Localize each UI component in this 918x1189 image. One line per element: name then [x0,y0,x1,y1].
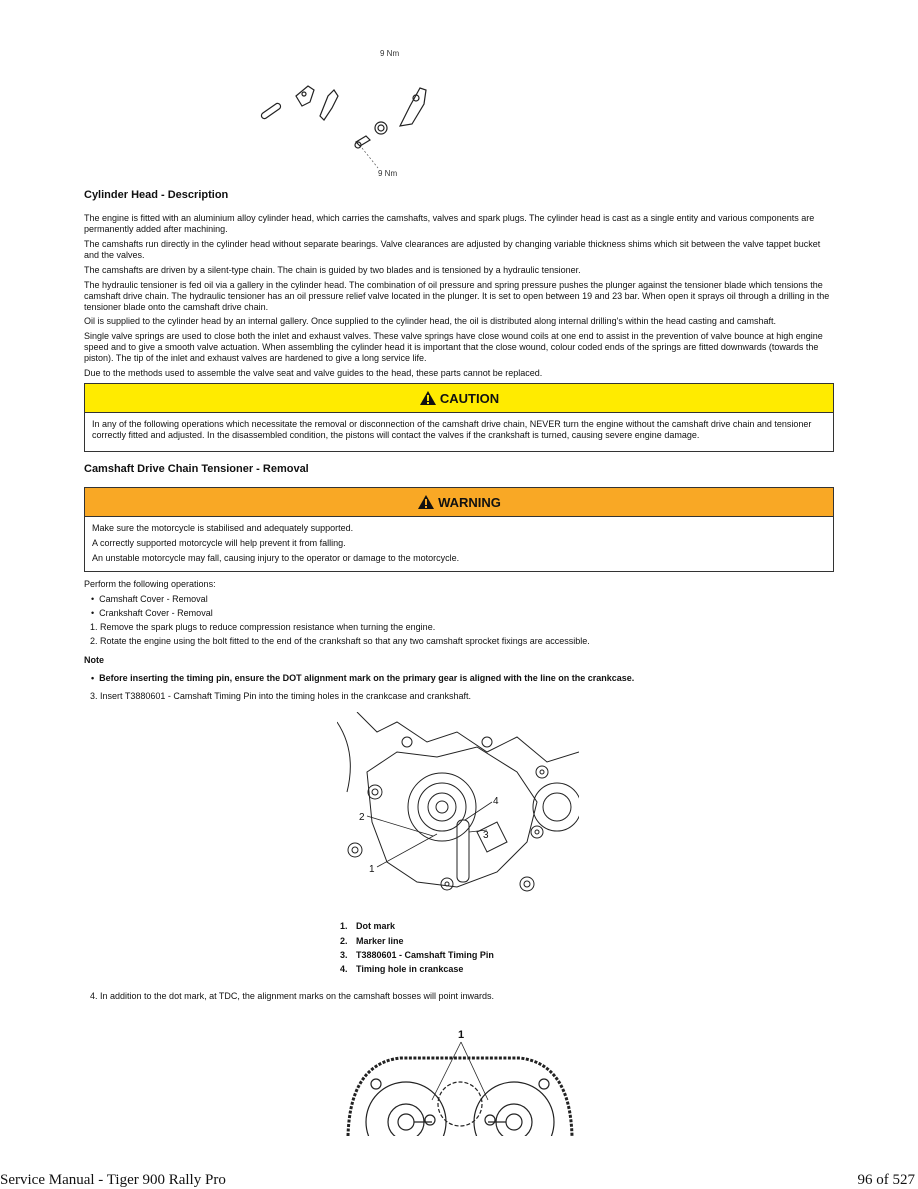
callout-label: 2 [359,812,365,823]
legend-number: 3. [340,950,348,960]
callout-label: 4 [493,796,499,807]
paragraph: The hydraulic tensioner is fed oil via a gallery in the cylinder head. The combination of oil pressure and spring pressure pushes the plunger against the tensioner blade which tensions the camshaft drive chain. The hydraulic tensioner has an oil pressure relief valve located in the plunger. It is set to open between 19 and 23 bar. When open it sprays oil through a drilling in the tensioner blade onto the camshaft drive chain. [84,280,830,312]
legend-text: Marker line [356,936,404,946]
footer-page-number: 96 of 527 [857,1172,915,1188]
legend-text: Timing hole in crankcase [356,964,464,974]
warning-header [85,488,833,517]
callout-label: 1 [458,1029,465,1041]
callout-label: 3 [483,830,489,841]
legend-item [340,936,404,946]
step-3: 3. Insert T3880601 - Camshaft Timing Pin into the timing holes in the crankcase and crankshaft. [90,691,472,701]
paragraph: Oil is supplied to the cylinder head by an internal gallery. Once supplied to the cylinder head, the oil is distributed along internal drilling's within the head casting and camshaft. [84,316,776,326]
paragraph: The engine is fitted with an aluminium alloy cylinder head, which carries the camshafts, valves and spark plugs. The cylinder head is cast as a single entity and various components are permanently added after machining. [84,213,815,234]
footer-manual-title: Service Manual - Tiger 900 Rally Pro [0,1172,226,1188]
legend-number: 1. [340,921,348,931]
section-title-cylinder-head: Cylinder Head - Description [84,189,229,201]
step-4: 4. In addition to the dot mark, at TDC, the alignment marks on the camshaft bosses will point inwards. [90,991,495,1001]
bullet-text: Crankshaft Cover - Removal [99,608,213,618]
warning-title: WARNING [438,494,501,510]
step-2: 2. Rotate the engine using the bolt fitted to the end of the crankshaft so that any two camshaft sprocket fixings are accessible. [90,636,590,646]
legend-item [340,964,463,974]
paragraph: The camshafts are driven by a silent-type chain. The chain is guided by two blades and is tensioned by a hydraulic tensioner. [84,265,581,275]
tensioner-exploded-diagram [250,46,450,178]
procedure-intro: Perform the following operations: [84,579,216,589]
warning-line: An unstable motorcycle may fall, causing injury to the operator or damage to the motorcycle. [92,553,460,563]
camshaft-sprocket-diagram [340,1024,580,1136]
caution-title: CAUTION [439,390,500,406]
step-1: 1. Remove the spark plugs to reduce compression resistance when turning the engine. [90,622,436,632]
list-item: • Camshaft Cover - Removal [91,594,208,604]
warning-box [84,487,834,572]
paragraph: Due to the methods used to assemble the valve seat and valve guides to the head, these parts cannot be replaced. [84,368,543,378]
caution-box [84,383,834,452]
paragraph: Single valve springs are used to close both the inlet and exhaust valves. These valve springs have close wound coils at one end to assist in the prevention of valve bounce at high engine speed and to give a smooth valve actuation. When assembling the cylinder head it is important that the close wound, colour coded ends of the springs are fitted downwards (towards the piston). The tip of the inlet and exhaust valves are hardened to give a long service life. [84,331,823,363]
note-text: Before inserting the timing pin, ensure the DOT alignment mark on the primary gear is aligned with the line on the crankcase. [99,673,635,683]
legend-number: 4. [340,964,348,974]
warning-triangle-icon [419,390,437,406]
warning-line: A correctly supported motorcycle will help prevent it from falling. [92,538,346,548]
caution-header [85,384,833,413]
caution-text: In any of the following operations which necessitate the removal or disconnection of the camshaft drive chain, NEVER turn the engine without the camshaft drive chain and tensioner correctly fitted and adjusted. In the disassembled condition, the pistons will contact the valves if the crankshaft is turned, causing severe engine damage. [92,419,812,440]
warning-line: Make sure the motorcycle is stabilised and adequately supported. [92,523,354,533]
paragraph: The camshafts run directly in the cylinder head without separate bearings. Valve clearances are adjusted by changing variable thickness shims which sit between the valve tappet bucket and the valves. [84,239,821,260]
list-item: • Crankshaft Cover - Removal [91,608,213,618]
legend-item [340,950,494,960]
legend-number: 2. [340,936,348,946]
timing-pin-diagram [337,712,579,900]
note-item: • Before inserting the timing pin, ensure the DOT alignment mark on the primary gear is aligned with the line on the crankcase. [91,673,635,683]
note-label: Note [84,655,104,665]
section-title-tensioner-removal: Camshaft Drive Chain Tensioner - Removal [84,463,309,475]
legend-text: T3880601 - Camshaft Timing Pin [356,950,494,960]
torque-label-top: 9 Nm [380,49,400,58]
callout-label: 1 [369,864,375,875]
legend-text: Dot mark [356,921,396,931]
warning-triangle-icon [417,494,435,510]
bullet-text: Camshaft Cover - Removal [99,594,208,604]
legend-item [340,921,395,931]
torque-label-bottom: 9 Nm [378,169,398,178]
